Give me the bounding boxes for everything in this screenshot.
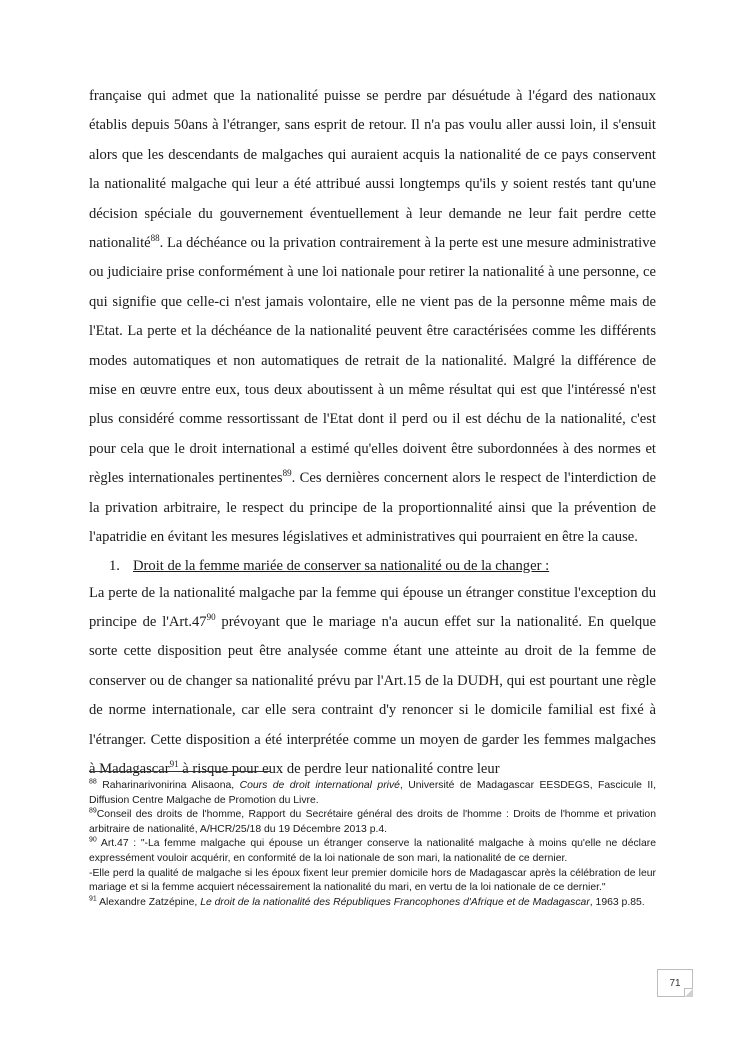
footnotes [89, 779, 656, 910]
heading-title: Droit de la femme mariée de conserver sa nationalité ou de la changer : [133, 557, 550, 574]
paragraph: française qui admet que la nationalité puisse se perdre par désuétude à l'égard des nationaux établis depuis 50ans à l'étranger, sans esprit de retour. Il n'a pas voulu aller aussi loin, il s'ensuit alors que les descendants de malgaches qui auraient acquis la nationalité de ce pays conservent la nationalité malgache qui leur a été attribué aussi longtemps qu'ils y soient restés tant qu'une décision spéciale du gouvernement éventuellement à leur demande ne leur fait perdre cette nationalité$^{88}$. La déchéance ou la privation contrairement à la perte est une mesure administrative ou judiciaire prise conformément à une loi nationale pour retirer la nationalité à une personne, ce qui signifie que celle-ci n'est jamais volontaire, elle ne vient pas de la personne même mais de l'Etat. La perte et la déchéance de la nationalité peuvent être caractérisées comme les différents modes automatiques et non automatiques de retrait de la nationalité. Malgré la différence de mise en œuvre entre eux, tous deux aboutissent à un même résultat qui est que l'intéressé n'est plus considéré comme ressortissant de l'Etat dont il perd ou il est déchu de la nationalité, c'est pour cela que le droit international a estimé qu'elles doivent être subordonnées à des normes et règles internationales pertinentes$^{89}$. Ces dernières concernent alors le respect de l'interdiction de la privation arbitraire, le respect du principe de la proportionnalité ainsi que la prévention de l'apatridie en évitant les mesures législatives et administratives qui pourraient en être la cause. [89, 88, 656, 546]
page-number: 71 [657, 969, 693, 997]
footnote-ref-88[interactable]: 88 [150, 233, 160, 244]
footnote-91: $^{91}$ Alexandre Zatzépine, Le droit de la nationalité des Républiques Francophones d'Afrique et de Madagascar, 1963 p.85. [89, 895, 645, 908]
footnote-ref-90[interactable]: 90 [206, 612, 216, 623]
footnote-ref-89[interactable]: 89 [282, 468, 292, 479]
section-heading [89, 553, 656, 579]
footnote-90: $^{90}$ Art.47 : "-La femme malgache qui épouse un étranger conserve la nationalité malgache à moins qu'elle ne déclare expressément vouloir acquérir, en conformité de la loi nationale de son mari, la nationalité de ce dernier. [89, 836, 656, 864]
heading-number: 1. [109, 557, 120, 574]
paragraph: La perte de la nationalité malgache par la femme qui épouse un étranger constitue l'exception du principe de $l'Art.47^{90}$ prévoyant que le mariage n'a aucun effet sur la nationalité. En quelque sorte cette disposition peut être analysée comme étant une atteinte au droit de la femme de conserver ou de changer sa nationalité prévu par l'Art.15 de la DUDH, qui est pourtant une règle de norme internationale, car elle sera contraint d'y renoncer si le domicile familial est fixé à l'étranger. Cette disposition a été interprétée comme un moyen de garder les femmes malgaches à Madagascar$^{91}$ à risque pour eux de perdre leur nationalité contre leur [89, 584, 657, 777]
footnote-ref-91[interactable]: 91 [169, 759, 179, 770]
footnote-90-continued: -Elle perd la qualité de malgache si les époux fixent leur premier domicile hors de Madagascar après la célébration de leur mariage et si la femme acquiert nécessairement la nationalité du mari, en vertu de la loi nationale de ce dernier." [89, 867, 656, 894]
footnote-separator [89, 771, 270, 772]
main-text [89, 82, 656, 784]
footnote-89: $^{89}$Conseil des droits de l'homme, Rapport du Secrétaire général des droits de l'homme : Droits de l'homme et privation arbitraire de nationalité, A/HCR/25/18 du 19 Décembre 2013 p.4. [89, 807, 656, 835]
footnote-88: $^{88}$ Raharinarivonirina Alisaona, Cours de droit international privé, Université de Madagascar EESDEGS, Fascicule II, Diffusion Centre Malgache de Promotion du Livre. [89, 778, 657, 806]
